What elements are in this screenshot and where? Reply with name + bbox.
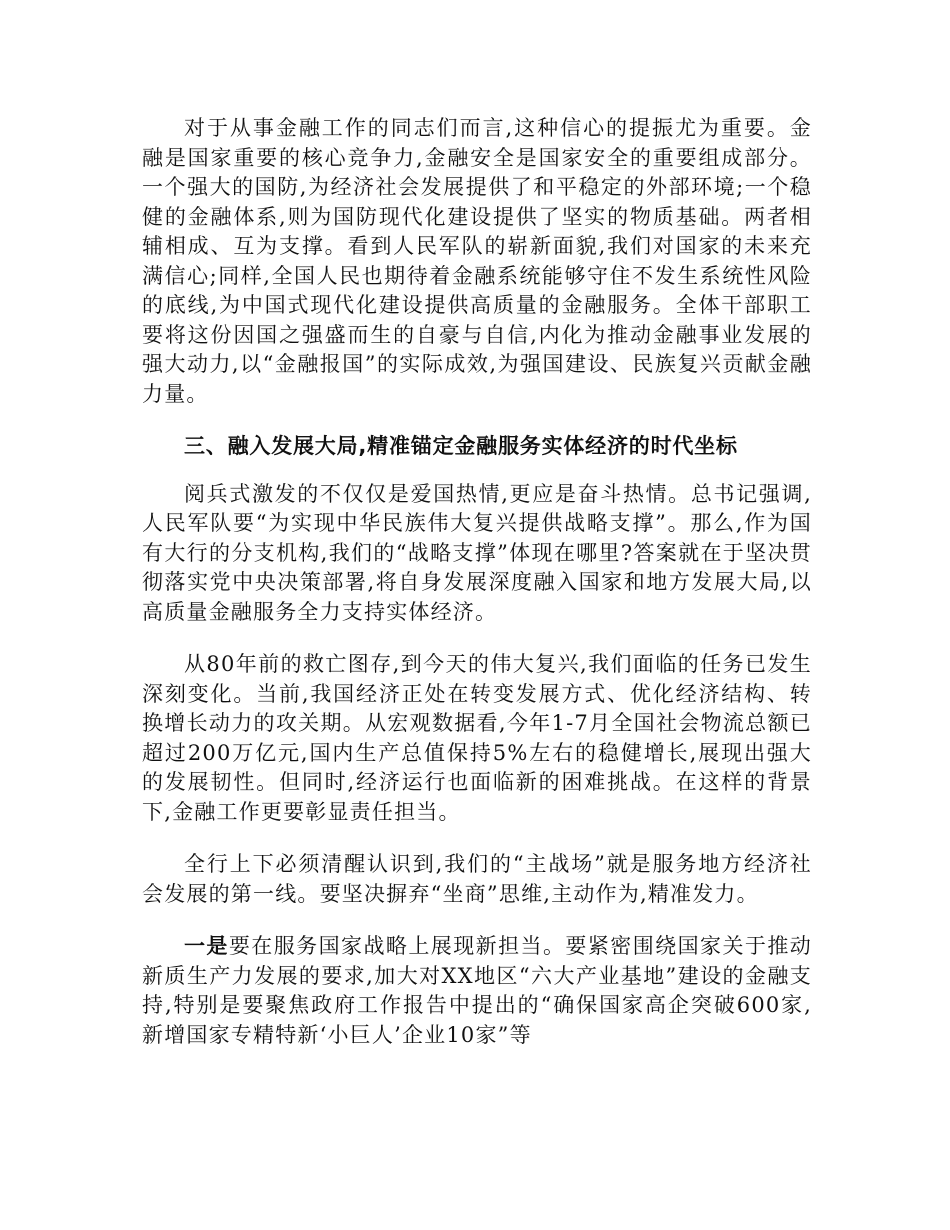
paragraph-confidence: 对于从事金融工作的同志们而言,这种信心的提振尤为重要。金融是国家重要的核心竞争力,金融安全是国家安全的重要组成部分。一个强大的国防,为经济社会发展提供了和平稳定的外部环境;一个稳健的金融体系,则为国防现代化建设提供了坚实的物质基础。两者相辅相成、互为支撑。看到人民军队的崭新面貌,我们对国家的未来充满信心;同样,全国人民也期待着金融系统能够守住不发生系统性风险的底线,为中国式现代化建设提供高质量的金融服务。全体干部职工要将这份因国之强盛而生的自豪与自信,内化为推动金融事业发展的强大动力,以“金融报国”的实际成效,为强国建设、民族复兴贡献金融力量。	[142, 116, 812, 406]
paragraph-first-point	[142, 932, 812, 1050]
first-point-text: 要在服务国家战略上展现新担当。要紧密围绕国家关于推动新质生产力发展的要求,加大对XX地区“六大产业基地”建设的金融支持,特别是要聚焦政府工作报告中提出的“确保国家高企突破600家,新增国家专精特新‘小巨人’企业10家”等	[142, 934, 812, 1047]
document-body	[142, 114, 812, 1073]
first-point-lead: 一是	[184, 934, 229, 958]
paragraph-economic-context: 从80年前的救亡图存,到今天的伟大复兴,我们面临的任务已发生深刻变化。当前,我国经济正处在转变发展方式、优化经济结构、转换增长动力的攻关期。从宏观数据看,今年1-7月全国社会物流总额已超过200万亿元,国内生产总值保持5%左右的稳健增长,展现出强大的发展韧性。但同时,经济运行也面临新的困难挑战。在这样的背景下,金融工作更要彰显责任担当。	[142, 652, 812, 824]
paragraph-strategic-support: 阅兵式激发的不仅仅是爱国热情,更应是奋斗热情。总书记强调,人民军队要“为实现中华民族伟大复兴提供战略支撑”。那么,作为国有大行的分支机构,我们的“战略支撑”体现在哪里?答案就在于坚决贯彻落实党中央决策部署,将自身发展深度融入国家和地方发展大局,以高质量金融服务全力支持实体经济。	[142, 481, 812, 624]
section-heading: 三、融入发展大局,精准锚定金融服务实体经济的时代坐标	[184, 434, 738, 458]
paragraph-main-battlefield: 全行上下必须清醒认识到,我们的“主战场”就是服务地方经济社会发展的第一线。要坚决摒弃“坐商”思维,主动作为,精准发力。	[142, 852, 812, 906]
